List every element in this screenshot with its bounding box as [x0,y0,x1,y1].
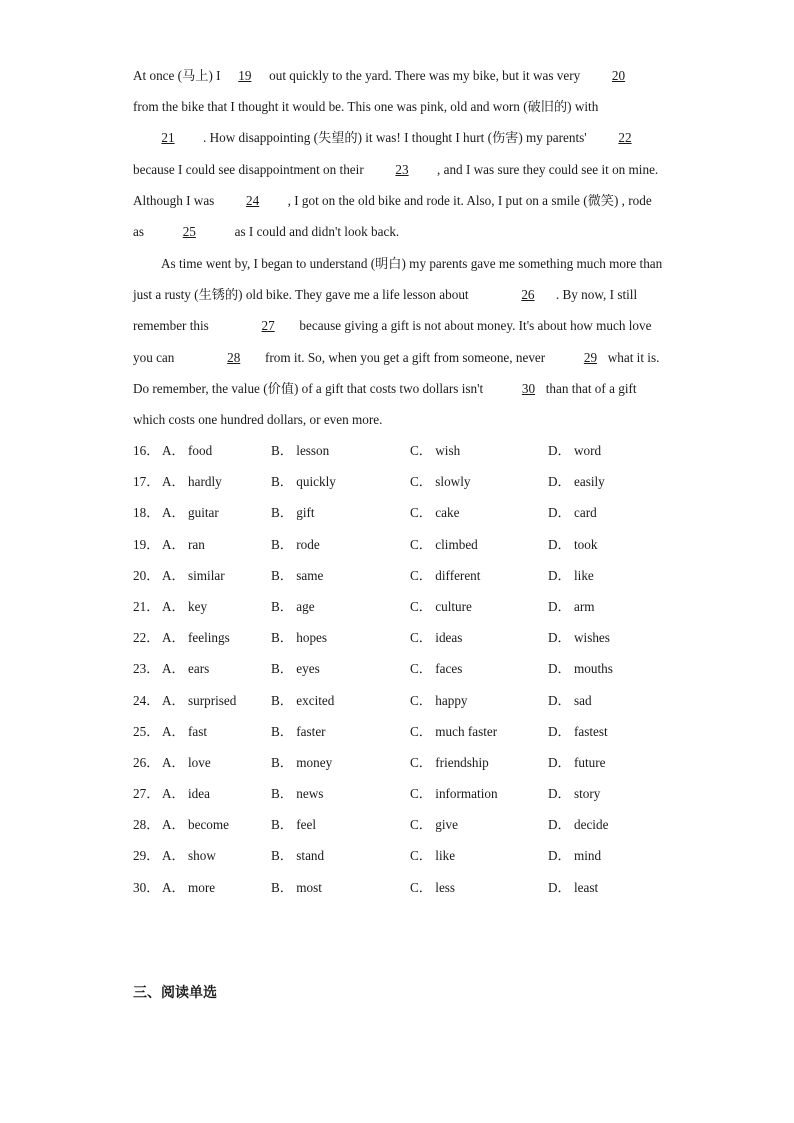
question-row [133,622,693,653]
option-c[interactable]: C． less [410,879,456,895]
option-a[interactable]: A． ran [162,536,205,552]
question-row [133,560,693,591]
question-row [133,872,693,903]
option-a[interactable]: A． feelings [162,630,230,646]
passage-text: , and I was sure they could see it on mine. Although I was [133,161,659,208]
passage-text: than that of a gift which costs one hundred dollars, or even more. [133,380,637,428]
option-d[interactable]: D． future [548,754,606,770]
option-b[interactable]: B． news [271,786,324,802]
passage-text: out quickly to the yard. There was my bike, but it was very [265,68,584,83]
option-d[interactable]: D． mouths [548,661,613,677]
passage-text: . How disappointing (失望的) it was! I thought I hurt (伤害) my parents' [203,130,590,146]
answer-blank-21[interactable]: 21 [161,130,175,146]
passage-text: At once (马上) I [133,68,224,83]
question-number: 22． [133,630,160,646]
option-b[interactable]: B． rode [271,536,320,552]
question-row [133,716,693,747]
option-a[interactable]: A． hardly [162,474,222,490]
option-b[interactable]: B． faster [271,723,326,739]
question-number: 26． [133,754,160,770]
question-row [133,435,693,466]
question-number: 27． [133,786,160,802]
option-a[interactable]: A． surprised [162,692,237,708]
option-a[interactable]: A． similar [162,567,225,583]
option-b[interactable]: B． age [271,598,315,614]
option-c[interactable]: C． culture [410,598,472,614]
option-d[interactable]: D． least [548,879,599,895]
option-a[interactable]: A． fast [162,723,208,739]
answer-blank-19[interactable]: 19 [238,68,252,83]
passage-text: . By now, I still remember this [133,287,638,334]
option-a[interactable]: A． ears [162,661,210,677]
question-number: 17． [133,474,160,490]
passage-text: because giving a gift is not about money. It's about how much love you can [133,318,652,365]
option-c[interactable]: C． faces [410,661,463,677]
answer-blank-26[interactable]: 26 [521,287,535,303]
option-a[interactable]: A． love [162,754,211,770]
option-a[interactable]: A． key [162,598,208,614]
passage-text: because I could see disappointment on their [133,161,368,177]
option-b[interactable]: B． quickly [271,474,336,490]
answer-blank-23[interactable]: 23 [395,161,409,177]
option-d[interactable]: D． arm [548,598,595,614]
question-number: 29． [133,848,160,864]
question-row [133,653,693,684]
option-c[interactable]: C． give [410,817,458,833]
option-b[interactable]: B． same [271,567,324,583]
question-number: 25． [133,723,160,739]
option-c[interactable]: C． happy [410,692,468,708]
question-row [133,840,693,871]
question-row [133,466,693,497]
question-options-list [133,435,693,903]
question-number: 16． [133,443,160,458]
question-row [133,685,693,716]
question-number: 23． [133,661,160,677]
option-d[interactable]: D． word [548,443,602,458]
passage-paragraph-1 [133,60,663,247]
answer-blank-28[interactable]: 28 [227,349,241,365]
option-c[interactable]: C． cake [410,505,460,521]
question-row [133,778,693,809]
option-b[interactable]: B． gift [271,505,315,521]
passage-paragraph-2 [133,248,663,435]
question-number: 18． [133,505,160,521]
option-a[interactable]: A． more [162,879,216,895]
option-c[interactable]: C． much faster [410,723,498,739]
passage-text: from it. So, when you get a gift from someone, never [261,349,549,365]
answer-blank-25[interactable]: 25 [182,224,196,240]
option-a[interactable]: A． food [162,443,213,458]
option-c[interactable]: C． friendship [410,754,489,770]
option-a[interactable]: A． guitar [162,505,219,521]
option-d[interactable]: D． like [548,567,594,583]
option-b[interactable]: B． stand [271,848,325,864]
answer-blank-22[interactable]: 22 [618,130,632,146]
question-number: 19． [133,536,160,552]
option-c[interactable]: C． ideas [410,630,463,646]
question-number: 21． [133,598,160,614]
option-c[interactable]: C． climbed [410,536,478,552]
question-number: 30． [133,879,160,895]
option-c[interactable]: C． information [410,786,498,802]
option-c[interactable]: C． like [410,848,456,864]
option-d[interactable]: D． sad [548,692,592,708]
option-a[interactable]: A． become [162,817,230,833]
option-d[interactable]: D． took [548,536,598,552]
section-title: 三、阅读单选 [133,985,217,1001]
option-d[interactable]: D． card [548,505,597,521]
question-number: 24． [133,692,160,708]
option-b[interactable]: B． eyes [271,661,320,677]
answer-blank-27[interactable]: 27 [261,318,275,334]
passage-text: As time went by, I began to understand (明白) my parents gave me something much more than just a rusty (生锈的) old bike. They gave me a life lesson about [133,256,663,303]
option-d[interactable]: D． wishes [548,630,610,646]
option-a[interactable]: A． show [162,848,216,864]
passage-text: , I got on the old bike and rode it. Also, I put on a smile (微笑) , rode as [133,192,652,240]
option-d[interactable]: D． mind [548,848,602,864]
option-d[interactable]: D． story [548,786,601,802]
question-number: 20． [133,567,160,583]
answer-blank-30[interactable]: 30 [521,380,536,396]
option-d[interactable]: D． easily [548,474,605,490]
passage-text: what it is. Do remember, the value (价值) of a gift that costs two dollars isn't [133,349,660,396]
option-c[interactable]: C． different [410,567,481,583]
option-b[interactable]: B． hopes [271,630,328,646]
question-row [133,591,693,622]
passage-text: from the bike that I thought it would be. This one was pink, old and worn (破旧的) with [133,99,599,115]
option-d[interactable]: D． decide [548,817,609,833]
option-c[interactable]: C． wish [410,443,461,458]
option-b[interactable]: B． most [271,879,322,895]
option-b[interactable]: B． feel [271,817,317,833]
option-b[interactable]: B． lesson [271,443,330,458]
question-row [133,497,693,528]
question-row [133,529,693,560]
option-b[interactable]: B． excited [271,692,335,708]
question-row [133,747,693,778]
answer-blank-24[interactable]: 24 [246,192,260,208]
question-row [133,809,693,840]
option-b[interactable]: B． money [271,754,333,770]
answer-blank-29[interactable]: 29 [583,349,598,365]
passage-text: as I could and didn't look back. [231,224,400,240]
option-a[interactable]: A． idea [162,786,210,802]
option-d[interactable]: D． fastest [548,723,608,739]
answer-blank-20[interactable]: 20 [611,68,626,83]
question-number: 28． [133,817,160,833]
option-c[interactable]: C． slowly [410,474,471,490]
